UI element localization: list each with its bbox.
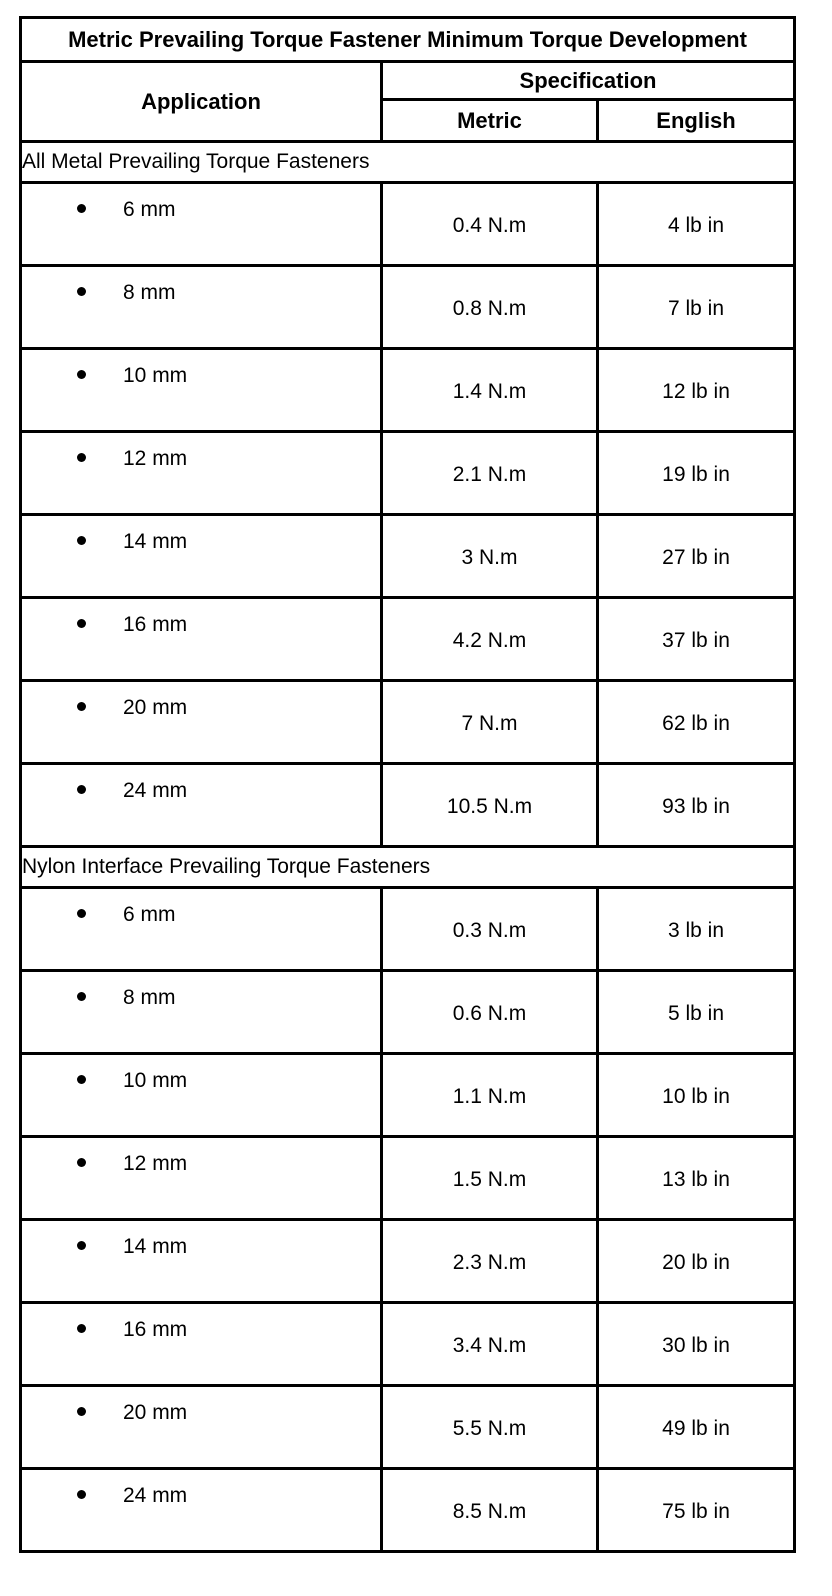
table-row xyxy=(21,183,795,266)
fastener-size: 12 mm xyxy=(123,1152,188,1175)
application-cell xyxy=(21,1137,382,1220)
metric-value: 3.4 N.m xyxy=(382,1303,598,1386)
table-title: Metric Prevailing Torque Fastener Minimum Torque Development xyxy=(21,18,795,62)
english-value: 4 lb in xyxy=(598,183,795,266)
english-value: 12 lb in xyxy=(598,349,795,432)
section-row xyxy=(21,847,795,888)
bullet-icon xyxy=(77,702,86,711)
application-cell xyxy=(21,681,382,764)
metric-value: 1.5 N.m xyxy=(382,1137,598,1220)
application-cell xyxy=(21,764,382,847)
application-cell xyxy=(21,1386,382,1469)
english-value: 93 lb in xyxy=(598,764,795,847)
fastener-size: 6 mm xyxy=(123,903,176,926)
table-row xyxy=(21,266,795,349)
table-row xyxy=(21,1220,795,1303)
table-row xyxy=(21,1303,795,1386)
bullet-icon xyxy=(77,1407,86,1416)
english-value: 27 lb in xyxy=(598,515,795,598)
bullet-icon xyxy=(77,204,86,213)
fastener-size: 12 mm xyxy=(123,447,188,470)
bullet-icon xyxy=(77,785,86,794)
metric-value: 2.3 N.m xyxy=(382,1220,598,1303)
table-row xyxy=(21,1386,795,1469)
bullet-icon xyxy=(77,536,86,545)
table-row xyxy=(21,681,795,764)
fastener-size: 14 mm xyxy=(123,530,188,553)
fastener-size: 10 mm xyxy=(123,1069,188,1092)
table-row xyxy=(21,432,795,515)
table-row xyxy=(21,1137,795,1220)
table-row xyxy=(21,349,795,432)
fastener-size: 24 mm xyxy=(123,1484,188,1507)
specification-header: Specification xyxy=(382,62,795,100)
english-value: 30 lb in xyxy=(598,1303,795,1386)
english-value: 3 lb in xyxy=(598,888,795,971)
table-row xyxy=(21,515,795,598)
application-cell xyxy=(21,432,382,515)
application-cell xyxy=(21,349,382,432)
english-value: 75 lb in xyxy=(598,1469,795,1552)
bullet-icon xyxy=(77,370,86,379)
english-header: English xyxy=(598,100,795,142)
section-label: Nylon Interface Prevailing Torque Fasteners xyxy=(21,847,795,888)
bullet-icon xyxy=(77,909,86,918)
fastener-size: 6 mm xyxy=(123,198,176,221)
table-row xyxy=(21,1054,795,1137)
fastener-size: 20 mm xyxy=(123,696,188,719)
metric-value: 4.2 N.m xyxy=(382,598,598,681)
metric-value: 1.1 N.m xyxy=(382,1054,598,1137)
metric-value: 0.3 N.m xyxy=(382,888,598,971)
english-value: 13 lb in xyxy=(598,1137,795,1220)
english-value: 19 lb in xyxy=(598,432,795,515)
fastener-size: 16 mm xyxy=(123,613,188,636)
fastener-size: 8 mm xyxy=(123,281,176,304)
metric-value: 0.6 N.m xyxy=(382,971,598,1054)
table-row xyxy=(21,764,795,847)
bullet-icon xyxy=(77,619,86,628)
english-value: 10 lb in xyxy=(598,1054,795,1137)
bullet-icon xyxy=(77,1158,86,1167)
metric-value: 7 N.m xyxy=(382,681,598,764)
bullet-icon xyxy=(77,1490,86,1499)
application-cell xyxy=(21,1303,382,1386)
application-cell xyxy=(21,266,382,349)
application-cell xyxy=(21,598,382,681)
fastener-size: 8 mm xyxy=(123,986,176,1009)
english-value: 37 lb in xyxy=(598,598,795,681)
section-label: All Metal Prevailing Torque Fasteners xyxy=(21,142,795,183)
metric-value: 8.5 N.m xyxy=(382,1469,598,1552)
application-cell xyxy=(21,183,382,266)
application-cell xyxy=(21,515,382,598)
bullet-icon xyxy=(77,1075,86,1084)
application-cell xyxy=(21,888,382,971)
application-cell xyxy=(21,1220,382,1303)
english-value: 20 lb in xyxy=(598,1220,795,1303)
fastener-size: 24 mm xyxy=(123,779,188,802)
metric-value: 5.5 N.m xyxy=(382,1386,598,1469)
table-row xyxy=(21,1469,795,1552)
english-value: 49 lb in xyxy=(598,1386,795,1469)
bullet-icon xyxy=(77,1241,86,1250)
torque-spec-table xyxy=(19,16,796,1553)
metric-value: 0.8 N.m xyxy=(382,266,598,349)
table-row xyxy=(21,971,795,1054)
metric-value: 10.5 N.m xyxy=(382,764,598,847)
section-row xyxy=(21,142,795,183)
metric-value: 0.4 N.m xyxy=(382,183,598,266)
english-value: 5 lb in xyxy=(598,971,795,1054)
bullet-icon xyxy=(77,1324,86,1333)
fastener-size: 14 mm xyxy=(123,1235,188,1258)
table-body xyxy=(21,18,795,1552)
application-cell xyxy=(21,1469,382,1552)
metric-value: 3 N.m xyxy=(382,515,598,598)
english-value: 62 lb in xyxy=(598,681,795,764)
table-row xyxy=(21,598,795,681)
bullet-icon xyxy=(77,453,86,462)
application-header: Application xyxy=(21,62,382,142)
fastener-size: 16 mm xyxy=(123,1318,188,1341)
application-cell xyxy=(21,1054,382,1137)
metric-value: 2.1 N.m xyxy=(382,432,598,515)
english-value: 7 lb in xyxy=(598,266,795,349)
table-row xyxy=(21,888,795,971)
fastener-size: 20 mm xyxy=(123,1401,188,1424)
metric-header: Metric xyxy=(382,100,598,142)
bullet-icon xyxy=(77,287,86,296)
application-cell xyxy=(21,971,382,1054)
bullet-icon xyxy=(77,992,86,1001)
metric-value: 1.4 N.m xyxy=(382,349,598,432)
fastener-size: 10 mm xyxy=(123,364,188,387)
